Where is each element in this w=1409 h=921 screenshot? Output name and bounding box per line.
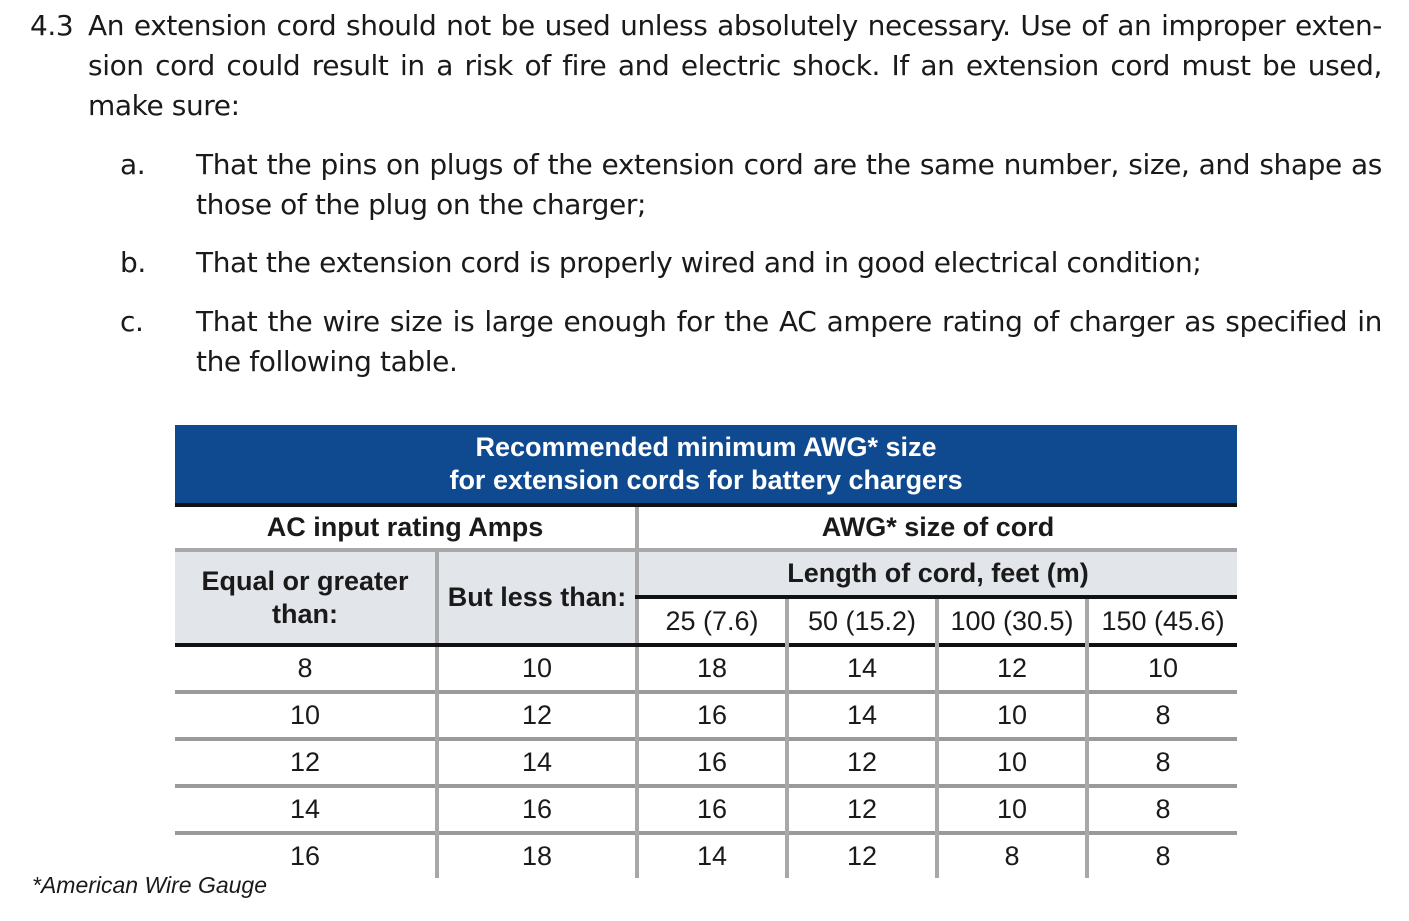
awg-table xyxy=(175,425,1237,878)
table-cell: 14 xyxy=(637,833,787,878)
table-cell: 16 xyxy=(637,739,787,786)
table-cell: 12 xyxy=(437,692,637,739)
table-row xyxy=(175,786,1237,833)
table-cell: 10 xyxy=(937,692,1087,739)
list-item-b xyxy=(120,243,1382,283)
table-cell: 10 xyxy=(175,692,437,739)
table-row xyxy=(175,739,1237,786)
table-cell: 12 xyxy=(787,739,937,786)
table-cell: 8 xyxy=(937,833,1087,878)
group-header-awg: AWG* size of cord xyxy=(637,505,1237,550)
list-item-letter: c. xyxy=(120,305,144,338)
list-item-letter: a. xyxy=(120,148,146,181)
length-col-25: 25 (7.6) xyxy=(637,597,787,645)
table-title xyxy=(175,425,1237,505)
length-col-100: 100 (30.5) xyxy=(937,597,1087,645)
length-header: Length of cord, feet (m) xyxy=(637,550,1237,597)
table-title-line-1: Recommended minimum AWG* size xyxy=(475,432,937,462)
list-item-a xyxy=(120,145,1382,225)
section-4-3 xyxy=(30,6,1382,126)
list-item-text: That the pins on plugs of the extension cord are the same number, size, and shape as those of the plug on the charger; xyxy=(196,148,1382,221)
table-cell: 10 xyxy=(937,786,1087,833)
table-cell: 10 xyxy=(1087,645,1237,692)
table-cell: 16 xyxy=(175,833,437,878)
table-cell: 8 xyxy=(1087,786,1237,833)
table-cell: 14 xyxy=(787,645,937,692)
footnote: *American Wire Gauge xyxy=(32,872,267,898)
list-item-c xyxy=(120,302,1382,382)
list-item-text: That the extension cord is properly wired and in good electrical condition; xyxy=(196,246,1202,279)
section-text: An extension cord should not be used unless absolutely necessary. Use of an improper exten-sion cord could result in a risk of fire and electric shock. If an extension cord must be used, make sure: xyxy=(88,9,1382,122)
table-cell: 12 xyxy=(937,645,1087,692)
list-item-text: That the wire size is large enough for the AC ampere rating of charger as specified in the following table. xyxy=(196,305,1382,378)
section-number: 4.3 xyxy=(30,9,74,42)
table-cell: 14 xyxy=(175,786,437,833)
table-cell: 8 xyxy=(1087,692,1237,739)
list-item-letter: b. xyxy=(120,246,146,279)
table-row xyxy=(175,833,1237,878)
group-header-input: AC input rating Amps xyxy=(175,505,637,550)
table-row xyxy=(175,645,1237,692)
table-title-line-2: for extension cords for battery chargers xyxy=(449,465,963,495)
table-cell: 12 xyxy=(175,739,437,786)
table-cell: 18 xyxy=(637,645,787,692)
column-header-min: Equal or greater than: xyxy=(175,550,437,645)
table-cell: 8 xyxy=(1087,833,1237,878)
table-cell: 16 xyxy=(637,786,787,833)
table-cell: 8 xyxy=(1087,739,1237,786)
table-cell: 12 xyxy=(787,786,937,833)
table-cell: 18 xyxy=(437,833,637,878)
table-cell: 10 xyxy=(937,739,1087,786)
table-cell: 12 xyxy=(787,833,937,878)
table-cell: 10 xyxy=(437,645,637,692)
column-header-max: But less than: xyxy=(437,550,637,645)
table-cell: 8 xyxy=(175,645,437,692)
table-cell: 16 xyxy=(637,692,787,739)
length-col-50: 50 (15.2) xyxy=(787,597,937,645)
table-cell: 14 xyxy=(787,692,937,739)
length-col-150: 150 (45.6) xyxy=(1087,597,1237,645)
table-row xyxy=(175,692,1237,739)
table-cell: 16 xyxy=(437,786,637,833)
table-cell: 14 xyxy=(437,739,637,786)
